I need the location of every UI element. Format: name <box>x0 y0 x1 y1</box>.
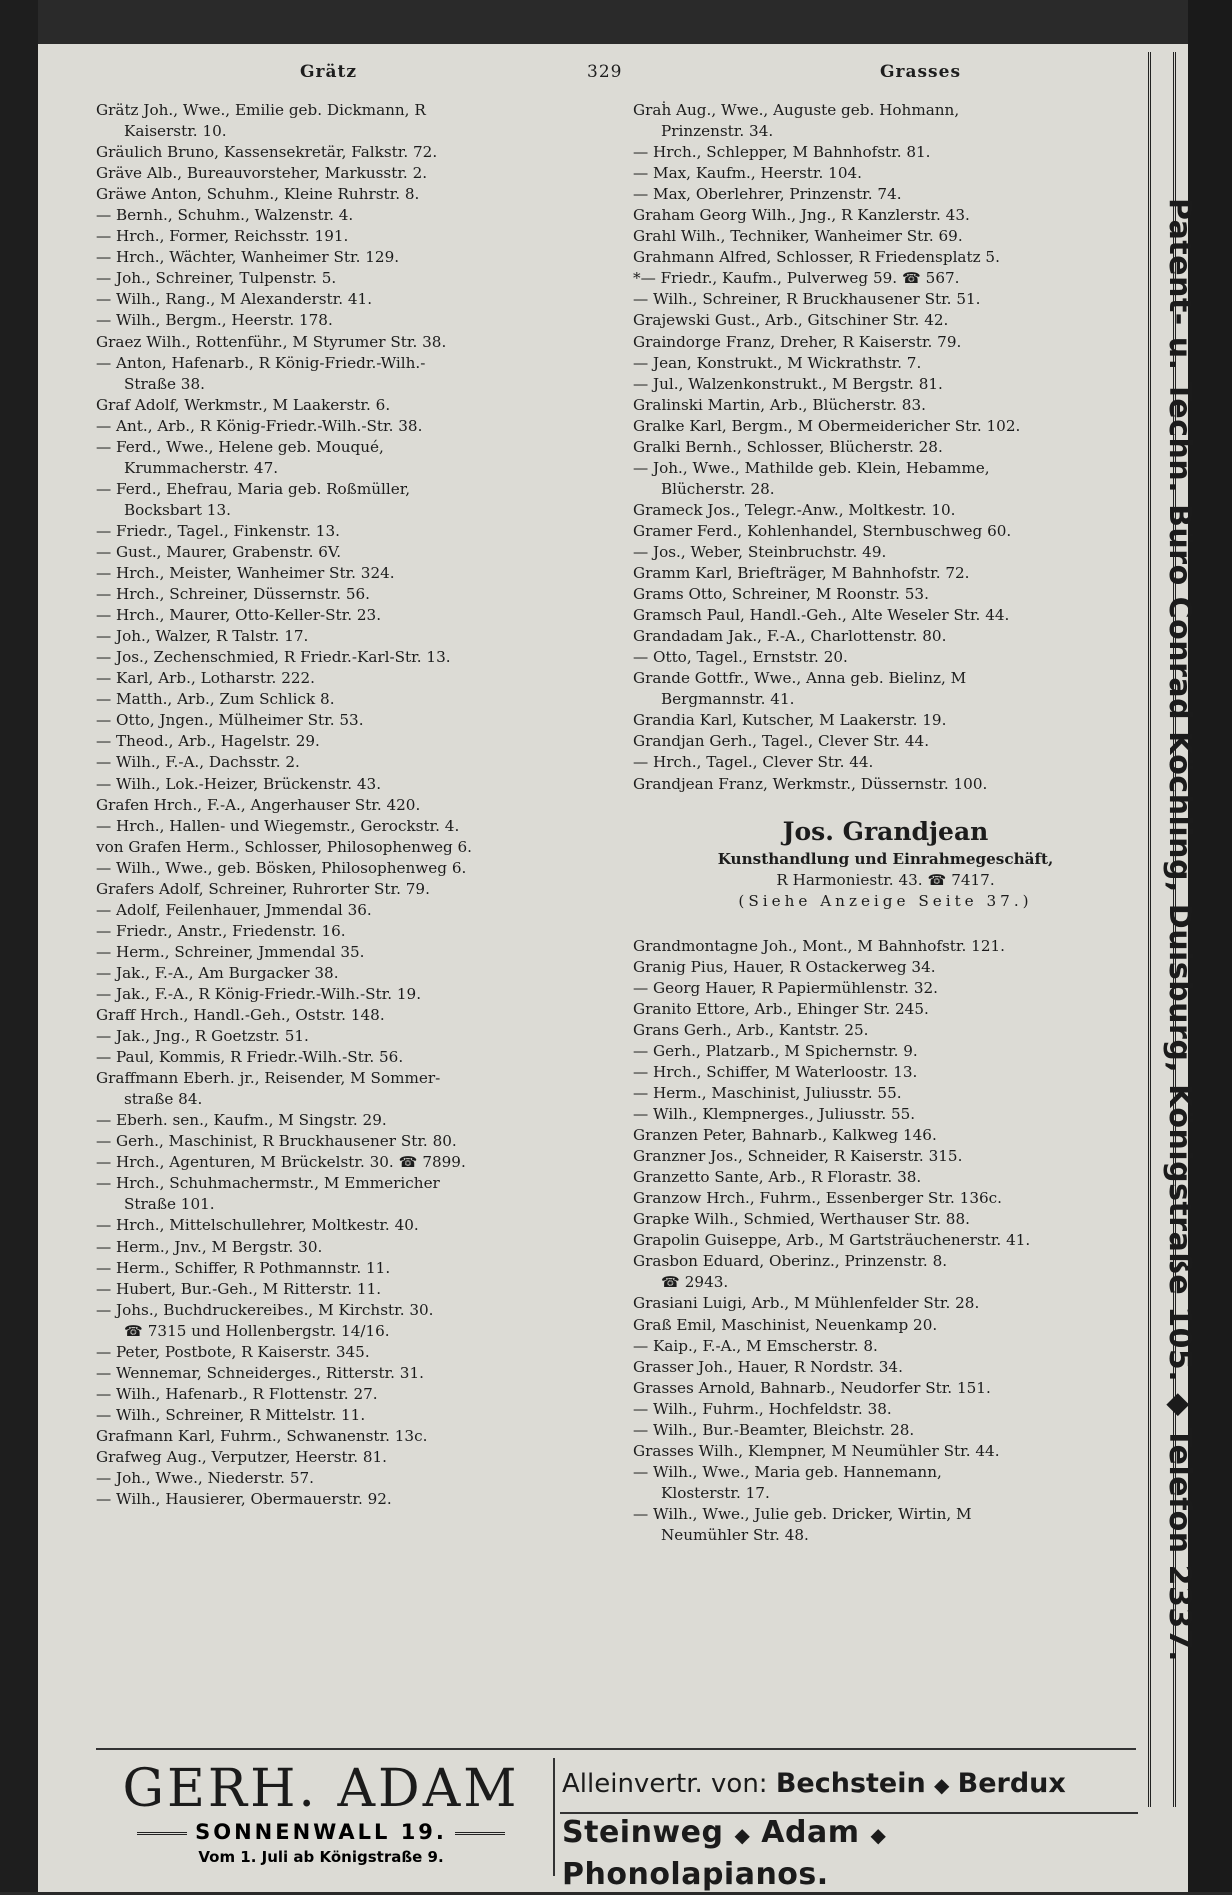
directory-entry: Granzetto Sante, Arb., R Florastr. 38. <box>633 1168 922 1187</box>
directory-entry: — Jos., Zechenschmied, R Friedr.-Karl-Str. 13. <box>96 648 451 667</box>
directory-entry: Grasbon Eduard, Oberinz., Prinzenstr. 8. <box>633 1252 948 1271</box>
bullet-icon: ◆ <box>734 1823 751 1847</box>
right-column-top <box>633 100 1138 795</box>
directory-entry: Grätz Joh., Wwe., Emilie geb. Dickmann, R <box>96 101 426 119</box>
directory-entry: Grahmann Alfred, Schlosser, R Friedensplatz 5. <box>633 248 1000 267</box>
directory-entry: *— Friedr., Kaufm., Pulverweg 59. ☎ 567. <box>633 269 960 288</box>
directory-entry: — Wilh., Bergm., Heerstr. 178. <box>96 311 333 330</box>
directory-entry: — Gerh., Maschinist, R Bruckhausener Str. 80. <box>96 1132 457 1151</box>
side-advert <box>1163 50 1203 1810</box>
directory-entry: — Jul., Walzenkonstrukt., M Bergstr. 81. <box>633 374 943 393</box>
directory-entry: — Hubert, Bur.-Geh., M Ritterstr. 11. <box>96 1279 382 1298</box>
directory-entry: — Wilh., Bur.-Beamter, Bleichstr. 28. <box>633 1420 915 1439</box>
directory-entry: — Karl, Arb., Lotharstr. 222. <box>96 669 316 688</box>
directory-entry: — Hrch., Former, Reichsstr. 191. <box>96 227 349 246</box>
directory-entry: Grameck Jos., Telegr.-Anw., Moltkestr. 10. <box>633 500 956 519</box>
directory-entry: Kaiserstr. 10. <box>124 122 227 141</box>
directory-entry: Graḣ Aug., Wwe., Auguste geb. Hohmann, <box>633 101 960 119</box>
directory-entry: von Grafen Herm., Schlosser, Philosophenweg 6. <box>96 837 472 856</box>
directory-entry: Gramsch Paul, Handl.-Geh., Alte Weseler Str. 44. <box>633 606 1010 625</box>
footer-brand-steinweg: Steinweg <box>562 1815 724 1850</box>
directory-entry: Graham Georg Wilh., Jng., R Kanzlerstr. 43. <box>633 206 970 225</box>
directory-entry: — Wilh., Lok.-Heizer, Brückenstr. 43. <box>96 774 382 793</box>
directory-entry: — Gerh., Platzarb., M Spichernstr. 9. <box>633 1041 918 1060</box>
directory-entry: straße 84. <box>124 1090 203 1109</box>
directory-entry: — Otto, Tagel., Ernststr. 20. <box>633 648 848 667</box>
directory-entry: Grandmontagne Joh., Mont., M Bahnhofstr. 121. <box>633 936 1005 955</box>
directory-entry: — Hrch., Hallen- und Wiegemstr., Gerockstr. 4. <box>96 816 460 835</box>
directory-entry: — Herm., Schiffer, R Pothmannstr. 11. <box>96 1258 391 1277</box>
directory-entry: Grasser Joh., Hauer, R Nordstr. 34. <box>633 1357 903 1376</box>
directory-entry: Granzow Hrch., Fuhrm., Essenberger Str. 136c. <box>633 1189 1003 1208</box>
directory-entry: Graf Adolf, Werkmstr., M Laakerstr. 6. <box>96 395 391 414</box>
footer-brand-phonolapianos: Phonolapianos. <box>562 1857 829 1892</box>
directory-entry: — Georg Hauer, R Papiermühlenstr. 32. <box>633 978 938 997</box>
directory-entry: — Joh., Wwe., Mathilde geb. Klein, Hebamme, <box>633 458 990 477</box>
directory-entry: ☎ 2943. <box>661 1273 729 1292</box>
directory-entry: — Hrch., Tagel., Clever Str. 44. <box>633 753 874 772</box>
header-right-keyword: Grasses <box>880 62 962 82</box>
left-column <box>96 100 596 1510</box>
directory-entry: Grandia Karl, Kutscher, M Laakerstr. 19. <box>633 711 947 730</box>
directory-entry: Grahl Wilh., Techniker, Wanheimer Str. 69. <box>633 227 963 246</box>
directory-entry: Klosterstr. 17. <box>661 1483 770 1502</box>
directory-entry: Granito Ettore, Arb., Ehinger Str. 245. <box>633 999 929 1018</box>
directory-entry: Grandjean Franz, Werkmstr., Düssernstr. 100. <box>633 774 988 793</box>
directory-entry: — Friedr., Anstr., Friedenstr. 16. <box>96 921 346 940</box>
directory-entry: Blücherstr. 28. <box>661 479 775 498</box>
directory-entry: Graff Hrch., Handl.-Geh., Oststr. 148. <box>96 1006 385 1025</box>
directory-entry: Straße 101. <box>124 1195 215 1214</box>
header-left-keyword: Grätz <box>300 62 357 82</box>
footer-brands-line1 <box>562 1766 1142 1803</box>
scan-edge-left <box>0 0 38 1892</box>
directory-entry: Grams Otto, Schreiner, M Roonstr. 53. <box>633 585 929 604</box>
directory-entry: — Adolf, Feilenhauer, Jmmendal 36. <box>96 900 372 919</box>
directory-entry: Grafen Hrch., F.-A., Angerhauser Str. 420. <box>96 795 421 814</box>
directory-entry: — Ferd., Ehefrau, Maria geb. Roßmüller, <box>96 479 411 498</box>
directory-entry: — Herm., Schreiner, Jmmendal 35. <box>96 942 365 961</box>
directory-entry: Granzner Jos., Schneider, R Kaiserstr. 315. <box>633 1147 963 1166</box>
directory-entry: Gralki Bernh., Schlosser, Blücherstr. 28. <box>633 437 943 456</box>
footer-vertical-divider <box>553 1758 555 1876</box>
directory-entry: — Jak., Jng., R Goetzstr. 51. <box>96 1027 309 1046</box>
side-advert-text: Patent- u. Techn. Büro Conrad Köchling, Duisburg, Königstraße 105. ◆ Telefon 2337. <box>1162 198 1197 1662</box>
footer-brand-berdux: Berdux <box>957 1768 1066 1799</box>
directory-entry: Grajewski Gust., Arb., Gitschiner Str. 42. <box>633 311 949 330</box>
directory-entry: — Wilh., Klempnerges., Juliusstr. 55. <box>633 1105 916 1124</box>
directory-entry: — Paul, Kommis, R Friedr.-Wilh.-Str. 56. <box>96 1048 404 1067</box>
footer-divider <box>96 1748 1136 1750</box>
directory-entry: — Friedr., Tagel., Finkenstr. 13. <box>96 521 340 540</box>
directory-entry: — Hrch., Meister, Wanheimer Str. 324. <box>96 564 395 583</box>
footer-adam-block <box>96 1760 546 1866</box>
directory-entry: Grande Gottfr., Wwe., Anna geb. Bielinz, M <box>633 669 967 688</box>
bullet-icon: ◆ <box>870 1823 887 1847</box>
directory-entry: — Otto, Jngen., Mülheimer Str. 53. <box>96 711 364 730</box>
advert-spacer <box>633 912 1138 936</box>
directory-entry: Granzen Peter, Bahnarb., Kalkweg 146. <box>633 1126 937 1145</box>
directory-entry: — Wilh., Hafenarb., R Flottenstr. 27. <box>96 1384 378 1403</box>
footer-brands-line2 <box>562 1813 1142 1895</box>
right-column-bottom <box>633 936 1138 1546</box>
directory-entry: — Hrch., Mittelschullehrer, Moltkestr. 40. <box>96 1216 419 1235</box>
directory-entry: — Peter, Postbote, R Kaiserstr. 345. <box>96 1342 370 1361</box>
directory-entry: Straße 38. <box>124 374 205 393</box>
directory-entry: — Wilh., Wwe., Julie geb. Dricker, Wirtin, M <box>633 1504 972 1523</box>
directory-entry: Granig Pius, Hauer, R Ostackerweg 34. <box>633 957 936 976</box>
page-number: 329 <box>587 62 623 82</box>
footer-brands <box>562 1766 1142 1895</box>
directory-entry: Grandjan Gerh., Tagel., Clever Str. 44. <box>633 732 930 751</box>
directory-entry: — Johs., Buchdruckereibes., M Kirchstr. 30. <box>96 1300 434 1319</box>
directory-entry: Grapke Wilh., Schmied, Werthauser Str. 88. <box>633 1210 970 1229</box>
directory-entry: — Jos., Weber, Steinbruchstr. 49. <box>633 542 887 561</box>
advert-note: (Siehe Anzeige Seite 37.) <box>738 891 1033 910</box>
directory-entry: — Joh., Wwe., Niederstr. 57. <box>96 1469 314 1488</box>
directory-entry: Gramer Ferd., Kohlenhandel, Sternbuschweg 60. <box>633 521 1012 540</box>
directory-entry: — Wilh., Wwe., geb. Bösken, Philosophenweg 6. <box>96 858 467 877</box>
directory-entry: Grafers Adolf, Schreiner, Ruhrorter Str. 79. <box>96 879 430 898</box>
directory-entry: — Herm., Jnv., M Bergstr. 30. <box>96 1237 323 1256</box>
directory-entry: Gräulich Bruno, Kassensekretär, Falkstr. 72. <box>96 143 438 162</box>
footer-moving-note: Vom 1. Juli ab Königstraße 9. <box>198 1848 444 1866</box>
directory-entry: — Wennemar, Schneiderges., Ritterstr. 31. <box>96 1363 424 1382</box>
directory-entry: — Hrch., Agenturen, M Brückelstr. 30. ☎ 7899. <box>96 1153 466 1172</box>
directory-entry: — Herm., Maschinist, Juliusstr. 55. <box>633 1084 902 1103</box>
directory-entry: Grapolin Guiseppe, Arb., M Gartsträuchenerstr. 41. <box>633 1231 1031 1250</box>
directory-entry: — Hrch., Schreiner, Düssernstr. 56. <box>96 585 370 604</box>
right-column <box>633 100 1138 1546</box>
directory-entry: — Matth., Arb., Zum Schlick 8. <box>96 690 335 709</box>
directory-entry: — Ferd., Wwe., Helene geb. Mouqué, <box>96 437 384 456</box>
footer-brand-bechstein: Bechstein <box>775 1768 926 1799</box>
directory-entry: — Max, Kaufm., Heerstr. 104. <box>633 164 862 183</box>
advert-name: Jos. Grandjean <box>782 816 989 846</box>
directory-entry: — Hrch., Wächter, Wanheimer Str. 129. <box>96 248 400 267</box>
directory-entry: — Max, Oberlehrer, Prinzenstr. 74. <box>633 185 902 204</box>
directory-entry: Grasses Arnold, Bahnarb., Neudorfer Str. 151. <box>633 1378 991 1397</box>
directory-entry: — Jak., F.-A., R König-Friedr.-Wilh.-Str. 19. <box>96 984 422 1003</box>
directory-entry: — Gust., Maurer, Grabenstr. 6V. <box>96 542 342 561</box>
directory-entry: — Hrch., Schiffer, M Waterloostr. 13. <box>633 1062 918 1081</box>
directory-entry: Krummacherstr. 47. <box>124 458 279 477</box>
directory-entry: Gramm Karl, Briefträger, M Bahnhofstr. 72. <box>633 564 970 583</box>
directory-entry: Gräve Alb., Bureauvorsteher, Markusstr. 2. <box>96 164 428 183</box>
directory-entry: — Wilh., Rang., M Alexanderstr. 41. <box>96 290 373 309</box>
directory-entry: — Joh., Walzer, R Talstr. 17. <box>96 627 309 646</box>
directory-entry: — Theod., Arb., Hagelstr. 29. <box>96 732 320 751</box>
directory-entry: — Jean, Konstrukt., M Wickrathstr. 7. <box>633 353 922 372</box>
footer-company-name: GERH. ADAM <box>122 1759 520 1819</box>
directory-entry: Prinzenstr. 34. <box>661 122 774 141</box>
directory-entry: — Bernh., Schuhm., Walzenstr. 4. <box>96 206 354 225</box>
directory-entry: — Ant., Arb., R König-Friedr.-Wilh.-Str. 38. <box>96 416 423 435</box>
directory-entry: Graffmann Eberh. jr., Reisender, M Sommer- <box>96 1069 441 1088</box>
directory-entry: Neumühler Str. 48. <box>661 1526 809 1544</box>
directory-entry: — Hrch., Maurer, Otto-Keller-Str. 23. <box>96 606 382 625</box>
directory-entry: Grafweg Aug., Verputzer, Heerstr. 81. <box>96 1448 387 1466</box>
directory-entry: — Eberh. sen., Kaufm., M Singstr. 29. <box>96 1111 387 1130</box>
directory-entry: — Wilh., Wwe., Maria geb. Hannemann, <box>633 1462 942 1481</box>
directory-entry: Bergmannstr. 41. <box>661 690 795 709</box>
directory-entry: Gräwe Anton, Schuhm., Kleine Ruhrstr. 8. <box>96 185 420 204</box>
directory-entry: Graez Wilh., Rottenführ., M Styrumer Str. 38. <box>96 332 447 351</box>
directory-entry: Graindorge Franz, Dreher, R Kaiserstr. 79. <box>633 332 962 351</box>
directory-entry: — Wilh., F.-A., Dachsstr. 2. <box>96 753 300 772</box>
directory-entry: Graß Emil, Maschinist, Neuenkamp 20. <box>633 1315 938 1334</box>
directory-entry: Gralke Karl, Bergm., M Obermeidericher Str. 102. <box>633 416 1021 435</box>
directory-entry: — Jak., F.-A., Am Burgacker 38. <box>96 963 339 982</box>
directory-entry: Grasiani Luigi, Arb., M Mühlenfelder Str. 28. <box>633 1294 980 1313</box>
footer-street: SONNENWALL 19. <box>96 1820 546 1844</box>
directory-entry: Grandadam Jak., F.-A., Charlottenstr. 80. <box>633 627 947 646</box>
bullet-icon: ◆ <box>933 1773 950 1797</box>
directory-entry: Bocksbart 13. <box>124 500 231 519</box>
directory-entry: — Wilh., Schreiner, R Mittelstr. 11. <box>96 1405 366 1424</box>
directory-entry: ☎ 7315 und Hollenbergstr. 14/16. <box>124 1321 390 1340</box>
directory-entry: — Wilh., Hausierer, Obermauerstr. 92. <box>96 1490 392 1509</box>
directory-entry: Grans Gerh., Arb., Kantstr. 25. <box>633 1020 869 1039</box>
directory-entry: — Wilh., Fuhrm., Hochfeldstr. 38. <box>633 1399 892 1418</box>
directory-entry: Gralinski Martin, Arb., Blücherstr. 83. <box>633 395 926 414</box>
directory-entry: — Wilh., Schreiner, R Bruckhausener Str. 51. <box>633 290 981 309</box>
advert-address: R Harmoniestr. 43. ☎ 7417. <box>776 870 995 889</box>
advert-business: Kunsthandlung und Einrahmegeschäft, <box>717 849 1054 868</box>
directory-entry: — Anton, Hafenarb., R König-Friedr.-Wilh.- <box>96 353 426 372</box>
directory-entry: — Hrch., Schuhmachermstr., M Emmericher <box>96 1174 440 1193</box>
directory-entry: — Kaip., F.-A., M Emscherstr. 8. <box>633 1336 878 1355</box>
directory-entry: — Hrch., Schlepper, M Bahnhofstr. 81. <box>633 143 931 162</box>
directory-entry: Grasses Wilh., Klempner, M Neumühler Str. 44. <box>633 1441 1000 1460</box>
grandjean-advert <box>633 815 1138 912</box>
directory-entry: Grafmann Karl, Fuhrm., Schwanenstr. 13c. <box>96 1426 428 1445</box>
footer-brand-adam: Adam <box>761 1815 860 1850</box>
footer-prefix: Alleinvertr. von: <box>562 1769 768 1799</box>
directory-entry: — Joh., Schreiner, Tulpenstr. 5. <box>96 269 337 288</box>
